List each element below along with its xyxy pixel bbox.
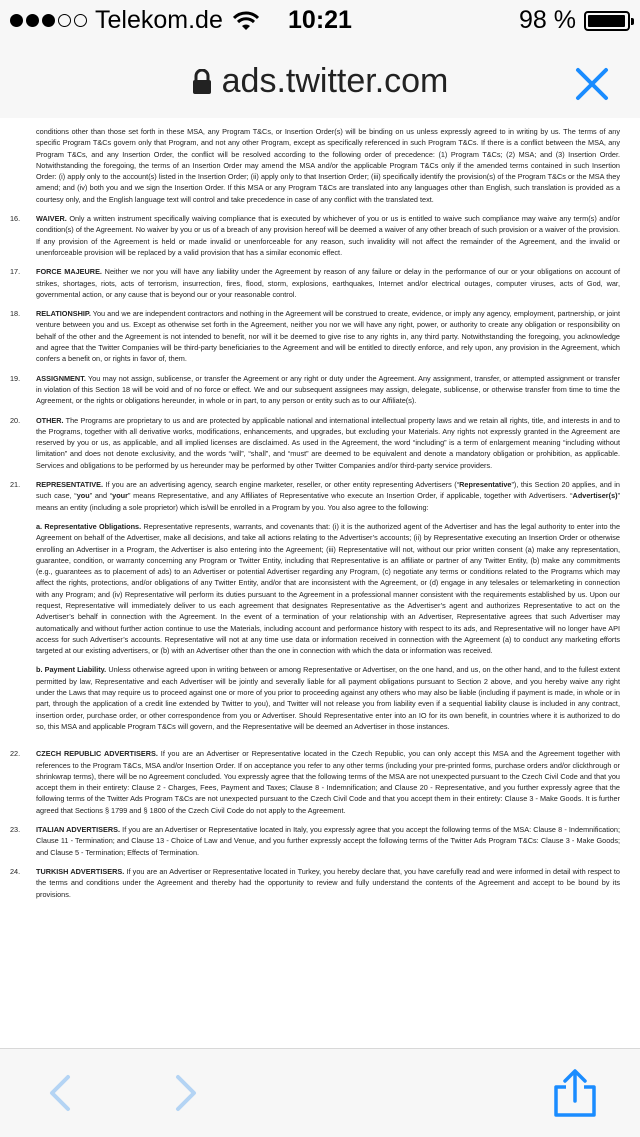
section-21a <box>36 521 620 657</box>
section-23 <box>10 824 620 858</box>
section-24 <box>10 866 620 900</box>
section-number: 16. <box>10 214 21 224</box>
section-number: 23. <box>10 825 21 835</box>
section-21 <box>10 479 620 740</box>
section-text: If you are an Advertiser or Representative located in Italy, you expressly agree that you accept the following terms of the MSA: Clause 8 - Indemnification; Clause 11 - Termination; and Clause 13 - Choice of Law and Venue, and you further expressly accept the following terms of the Twitter Ads Program T&Cs: Clause 3 - Make Goods; and Clause 5 - Termination; Effects of Termination. <box>36 825 620 857</box>
section-text: ” and “ <box>89 491 113 501</box>
document <box>0 118 640 900</box>
back-icon[interactable] <box>44 1073 76 1113</box>
bottom-toolbar <box>0 1048 640 1137</box>
subsection-text: Representative represents, warrants, and covenants that: (i) it is the authorized agent of the Advertiser and has the legal authority to enter into the Agreement on behalf of the Advertiser, make all decisions, and take all actions relating to the Advertiser’s accounts; (ii) by Representative executing an Insertion Order or otherwise enrolling an Advertiser in a Program, the Advertiser is also entering into the Agreement; (iii) Representative will not, without our prior written consent (a) make any representation, guarantee, condition, or warranty concerning any Program or Twitter Entity, including that Representative is an affiliate or partner of any Twitter Entity, (b) make any commitments (e.g., guarantees as to placement of ads) to an Advertiser or potential Advertiser regarding any Program, (c) negotiate any terms or conditions related to the Programs which may affect the rights, protections, and/or obligations of any Twitter Entity, and/or that are inconsistent with the Agreement, or (d) engage in any telesales or telemarketing in connection with any Program; and (iv) Representative will perform its duties pursuant to the Agreement in a professional manner consistent with the requirements established by us. Upon our request, Representative will immediately deliver to us each agreement that designates Representative as the Advertiser’s agent and authorizes Representative to act on the Advertiser’s behalf in connection with the Agreement. In the event of a termination of your relationship with an Advertiser, Representative agrees that such Advertiser may automatically and without further action continue to use the Materials, including account and performance history with respect to its ads, and Representative will no longer have API access for such Advertiser’s accounts. Representative will not at any time use data or information received in connection with the Agreement (a) to conduct any marketing efforts targeted at our existing advertisers, or (b) with an Advertiser other than the one in connection with which the data or information was received. <box>36 521 621 656</box>
subsection-text: Unless otherwise agreed upon in writing between or among Representative or Advertiser, on the one hand, and us, on the other hand, and to the fullest extent permitted by law, Representative and each Advertiser will be jointly and severally liable for all payment obligations pursuant to Section 2 above, and you hereby waive any right under the Laws that may require us to proceed against one or more of you prior to proceeding against any others who may also be liable (including if payment is made, in whole or in part, through the application of a credit line extended by Twitter to you), and Twitter will not release you from liability even if a sequential liability clause is included in any contract, insertion order, purchase order, or other correspondence from you or Advertiser. Should Representative enter into an IO for its own benefit, in countries where it is authorized to do so, this MSA and applicable Program T&Cs will govern, and the Representative will be deemed an Advertiser in those instances. <box>36 665 620 731</box>
section-text: You and we are independent contractors and nothing in the Agreement will be construed to create, evidence, or imply any agency, employment, partnership, or joint venture between you and us. Except as otherwise set forth in the Agreement, neither you nor we will have any right, power, or authority to create any obligation or responsibility on behalf of the other and the Agreement is not intended to benefit, nor will it be deemed to give rise to any rights in, any third party. Notwithstanding the foregoing, you acknowledge and agree that the Twitter Companies will be third-party beneficiaries to the Agreement and will be entitled to directly enforce, and rely upon, any provision in the Agreement, which confers a benefit on, or rights in favor of, them. <box>36 309 620 364</box>
share-icon[interactable] <box>552 1069 598 1117</box>
section-21b <box>36 664 620 732</box>
clock: 10:21 <box>288 6 352 34</box>
section-text: Only a written instrument specifically waiving compliance that is executed by whichever of you or us is entitled to waive such compliance may waive any term(s) and/or condition(s) of the Agreement. No waiver by you or us of a breach of any provision hereof will be deemed a waiver of any other breach of such provision or a waiver of the provision. If any provision of the Agreement is held or made invalid or unenforceable for any reason, such invalidity will not affect the remainder of the Agreement, and the invalid or unenforceable provision will be replaced by a valid provision that has a similar economic effect. <box>36 214 620 257</box>
defined-term: Representative <box>459 480 512 490</box>
url-bar[interactable] <box>0 40 640 120</box>
section-text: If you are an Advertiser or Representative located in the Czech Republic, you can only accept this MSA and the Agreement together with references to the Program T&Cs, MSA and/or Insertion Order. If on acceptance you refer to any other terms (including your pre-printed forms, purchase orders and/or clickthrough or shrinkwrap terms), there will be no Agreement concluded. You expressly agree that the following terms of the MSA are not unexpected pursuant to the Czech Civil Code and that you accept them in their entirety: Clause 2 - Charges, Fees, Payment and Taxes; Clause 8 - Indemnification; and Clause 20 - Representative, and you further expressly agree that the following terms of the Twitter Ads Program T&Cs are not unexpected pursuant to the Czech Civil Code and that you accept them in their entirety: Clause 3 - Make Goods. It is further agreed that Sections § 1799 and § 1800 of the Czech Civil Code do not apply to the Agreement. <box>36 749 621 815</box>
section-text: The Programs are proprietary to us and are protected by applicable national and international intellectual property laws and we retain all rights, title, and interests in and to the Programs, together with all derivative works, modifications, enhancements, and upgrades, but excluding your Materials. Any rights not expressly granted in the Agreement are reserved by you or us, as applicable, and all implied licenses are disclaimed. As used in the Agreement, the word “including” is a term of enlargement meaning “including without limitation” and does not denote exclusivity, and the words “will”, “shall”, and “must” are deemed to be equivalent and denote a mandatory obligation or prohibition, as applicable. Services and obligations to be performed by us hereunder may be performed by other Twitter Companies and/or third-party service providers. <box>36 415 620 470</box>
battery-icon <box>584 11 630 31</box>
battery <box>519 6 630 35</box>
section-17 <box>10 266 620 300</box>
section-number: 20. <box>10 415 21 425</box>
section-text: You may not assign, sublicense, or transfer the Agreement or any right or duty under the Agreement. Any assignment, transfer, or attempted assignment or transfer in violation of this Section 18 will be void and of no force or effect. We and our subsequent assignees may assign, delegate, sublicense, or otherwise transfer from time to time the Agreement, or the rights or obligations hereunder, in whole or in part, to any person or entity such as to our Affiliate(s). <box>36 373 620 406</box>
url-text: ads.twitter.com <box>221 62 449 100</box>
section-19 <box>10 373 620 407</box>
address-field[interactable] <box>0 62 640 101</box>
section-22 <box>10 748 620 816</box>
section-number: 19. <box>10 373 21 383</box>
carrier-name: Telekom.de <box>95 6 223 34</box>
section-21-intro <box>36 479 620 513</box>
defined-term: your <box>112 491 128 501</box>
section-title: REPRESENTATIVE. <box>36 480 104 490</box>
status-bar <box>0 0 640 40</box>
intro-paragraph: conditions other than those set forth in these MSA, any Program T&Cs, or Insertion Order(s) will be binding on us unless expressly agreed to in writing by us. The terms of any specific Program T&Cs govern only that Program, and not any other Program, except as specifically referenced in such Program T&Cs. If there is a conflict between the MSA, any Program T&Cs, and any Insertion Order, the conflict will be resolved according to the following order of precedence: (1) Program T&Cs; (2) MSA; and (3) Insertion Order. Notwithstanding the foregoing, the terms of an Insertion Order may amend the MSA and/or the applicable Program T&Cs only if the amended terms contained in such Insertion Order: (i) apply only to the account(s) listed in the Insertion Order; (ii) apply only to that Insertion Order; (iii) specifically identify the provision(s) of the Program T&Cs or the MSA they amend; and (iv) both you and we sign the Insertion Order. If this MSA or any Program T&Cs are translated into any languages other than English, such translation is provided as a courtesy only, and the English language text will control and take precedence in case of any conflict with the translated text. <box>36 127 620 204</box>
section-text: Neither we nor you will have any liability under the Agreement by reason of any failure or delay in the performance of our or your obligations on account of strikes, shortages, riots, acts of terrorism, insurrection, fires, flood, storm, explosions, earthquakes, Internet and/or electrical outages, computer viruses, acts of God, war, governmental action, or any cause that is beyond our or your reasonable control. <box>36 267 620 299</box>
section-number: 17. <box>10 267 21 277</box>
battery-percent: 98 % <box>519 6 576 34</box>
section-text: ” means Representative, and any Affiliates of Representative who execute an Insertion Order, if applicable, together with Advertisers. “ <box>127 491 573 501</box>
section-16 <box>10 213 620 258</box>
section-title: FORCE MAJEURE. <box>36 267 102 277</box>
defined-term: Advertiser(s) <box>572 491 618 501</box>
section-number: 18. <box>10 309 21 319</box>
defined-term: you <box>76 491 90 501</box>
section-title: ITALIAN ADVERTISERS. <box>36 825 121 835</box>
section-text: ”), this Section 20 applies, and in such case, “ <box>36 480 620 501</box>
section-18 <box>10 308 620 364</box>
section-number: 24. <box>10 866 21 876</box>
section-title: OTHER. <box>36 415 64 425</box>
section-title: TURKISH ADVERTISERS. <box>36 866 125 876</box>
forward-icon[interactable] <box>170 1073 202 1113</box>
section-number: 21. <box>10 480 21 490</box>
document-view[interactable] <box>0 118 640 1048</box>
section-number: 22. <box>10 749 21 759</box>
close-icon[interactable] <box>572 64 612 104</box>
subsection-title: a. Representative Obligations. <box>36 521 142 531</box>
lock-icon <box>192 69 212 95</box>
section-text: If you are an Advertiser or Representative located in Turkey, you hereby declare that, you have carefully read and were informed in detail with respect to the terms and conditions under the Agreement and thereby had the opportunity to review and fully understand the contents of the Agreement and accept to be bound by its provisions. <box>36 866 620 899</box>
section-title: CZECH REPUBLIC ADVERTISERS. <box>36 749 158 759</box>
section-title: ASSIGNMENT. <box>36 373 86 383</box>
section-text: ” means an entity (including a sole proprietor) which is/will be enrolled in a Program by you. You also agree to the following: <box>36 491 620 512</box>
subsection-title: b. Payment Liability. <box>36 665 107 675</box>
section-20 <box>10 415 620 471</box>
section-text: If you are an advertising agency, search engine marketer, reseller, or other entity representing Advertisers (“ <box>103 480 460 490</box>
section-title: WAIVER. <box>36 214 67 224</box>
section-title: RELATIONSHIP. <box>36 309 91 319</box>
